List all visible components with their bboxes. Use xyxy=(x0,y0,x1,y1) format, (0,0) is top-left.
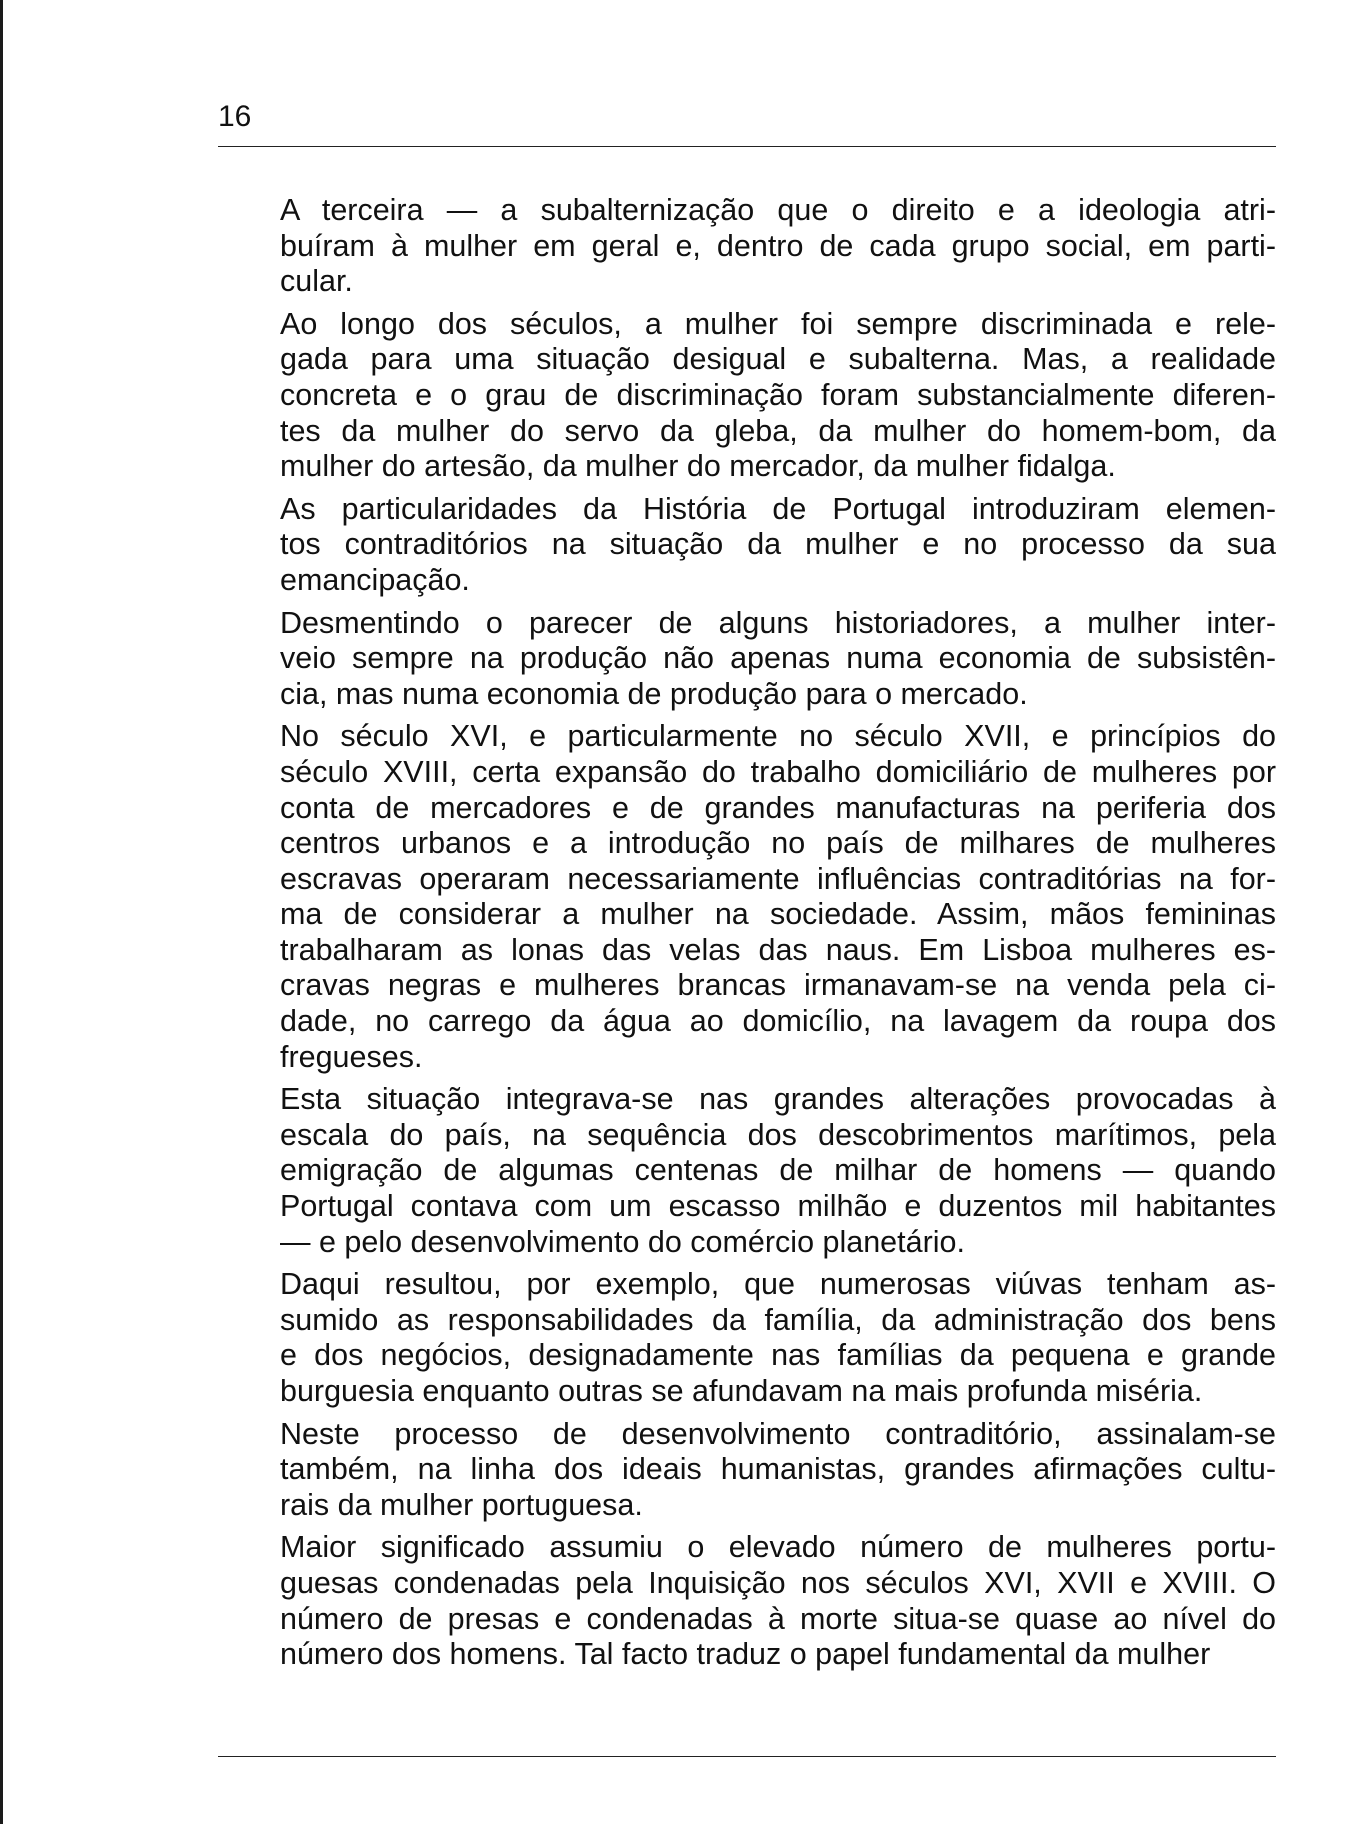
scan-edge xyxy=(0,0,3,1824)
text-line: número de presas e condenadas à morte situa-se quase ao nível do xyxy=(280,1601,1276,1636)
paragraph xyxy=(218,307,1276,485)
body-text xyxy=(218,193,1276,1680)
text-line: rais da mulher portuguesa. xyxy=(280,1487,643,1522)
text-line: concreta e o grau de discriminação foram substancialmente diferen- xyxy=(280,377,1276,412)
text-line: número dos homens. Tal facto traduz o papel fundamental da mulher xyxy=(280,1637,1211,1672)
paragraph xyxy=(218,193,1276,300)
text-line: No século XVI, e particularmente no século XVII, e princípios do xyxy=(280,719,1276,754)
text-line: Maior significado assumiu o elevado número de mulheres portu- xyxy=(280,1530,1276,1565)
text-line: burguesia enquanto outras se afundavam na mais profunda miséria. xyxy=(280,1374,1203,1408)
text-line: conta de mercadores e de grandes manufacturas na periferia dos xyxy=(280,790,1276,825)
text-line: Esta situação integrava-se nas grandes alterações provocadas à xyxy=(280,1082,1276,1117)
paragraph xyxy=(218,1082,1276,1260)
text-line: escravas operaram necessariamente influências contraditórias na for- xyxy=(280,861,1276,896)
paragraph xyxy=(218,606,1276,713)
text-line: fregueses. xyxy=(280,1039,423,1074)
text-line: Ao longo dos séculos, a mulher foi sempre discriminada e rele- xyxy=(280,306,1276,341)
text-line: escala do país, na sequência dos descobrimentos marítimos, pela xyxy=(280,1117,1276,1152)
text-line: veio sempre na produção não apenas numa economia de subsistên- xyxy=(280,641,1276,676)
text-line: — e pelo desenvolvimento do comércio planetário. xyxy=(280,1224,965,1259)
text-line: cia, mas numa economia de produção para o mercado. xyxy=(280,676,1028,711)
text-line: Neste processo de desenvolvimento contraditório, assinalam-se xyxy=(280,1416,1276,1451)
paragraph xyxy=(218,1530,1276,1672)
text-line: buíram à mulher em geral e, dentro de cada grupo social, em parti- xyxy=(280,228,1276,263)
text-line: dade, no carrego da água ao domicílio, na lavagem da roupa dos xyxy=(280,1004,1276,1039)
text-line: século XVIII, certa expansão do trabalho domiciliário de mulheres por xyxy=(280,754,1276,789)
text-line: emancipação. xyxy=(280,562,470,597)
text-line: sumido as responsabilidades da família, da administração dos bens xyxy=(280,1302,1276,1337)
text-line: Desmentindo o parecer de alguns historiadores, a mulher inter- xyxy=(280,605,1276,640)
text-line: tos contraditórios na situação da mulher e no processo da sua xyxy=(280,527,1276,562)
paragraph xyxy=(218,1267,1276,1409)
text-line: ma de considerar a mulher na sociedade. Assim, mãos femininas xyxy=(280,897,1276,932)
text-line: A terceira — a subalternização que o direito e a ideologia atri- xyxy=(280,193,1276,227)
text-line: também, na linha dos ideais humanistas, grandes afirmações cultu- xyxy=(280,1452,1276,1487)
text-line: As particularidades da História de Portugal introduziram elemen- xyxy=(280,491,1276,526)
footer-rule xyxy=(218,1756,1276,1757)
text-line: guesas condenadas pela Inquisição nos séculos XVI, XVII e XVIII. O xyxy=(280,1565,1276,1600)
page-number: 16 xyxy=(218,100,252,133)
text-line: trabalharam as lonas das velas das naus. Em Lisboa mulheres es- xyxy=(280,932,1276,967)
text-line: centros urbanos e a introdução no país de milhares de mulheres xyxy=(280,826,1276,861)
header-rule xyxy=(218,146,1276,147)
paragraph xyxy=(218,719,1276,1075)
text-line: e dos negócios, designadamente nas famílias da pequena e grande xyxy=(280,1338,1276,1373)
paragraph xyxy=(218,1417,1276,1524)
text-line: mulher do artesão, da mulher do mercador, da mulher fidalga. xyxy=(280,449,1116,484)
text-line: Daqui resultou, por exemplo, que numerosas viúvas tenham as- xyxy=(280,1267,1276,1302)
text-line: tes da mulher do servo da gleba, da mulher do homem-bom, da xyxy=(280,413,1276,448)
text-line: cravas negras e mulheres brancas irmanavam-se na venda pela ci- xyxy=(280,968,1276,1003)
paragraph xyxy=(218,492,1276,599)
text-line: cular. xyxy=(280,264,353,299)
text-line: gada para uma situação desigual e subalterna. Mas, a realidade xyxy=(280,342,1276,377)
text-line: emigração de algumas centenas de milhar de homens — quando xyxy=(280,1153,1276,1188)
text-line: Portugal contava com um escasso milhão e duzentos mil habitantes xyxy=(280,1189,1276,1224)
